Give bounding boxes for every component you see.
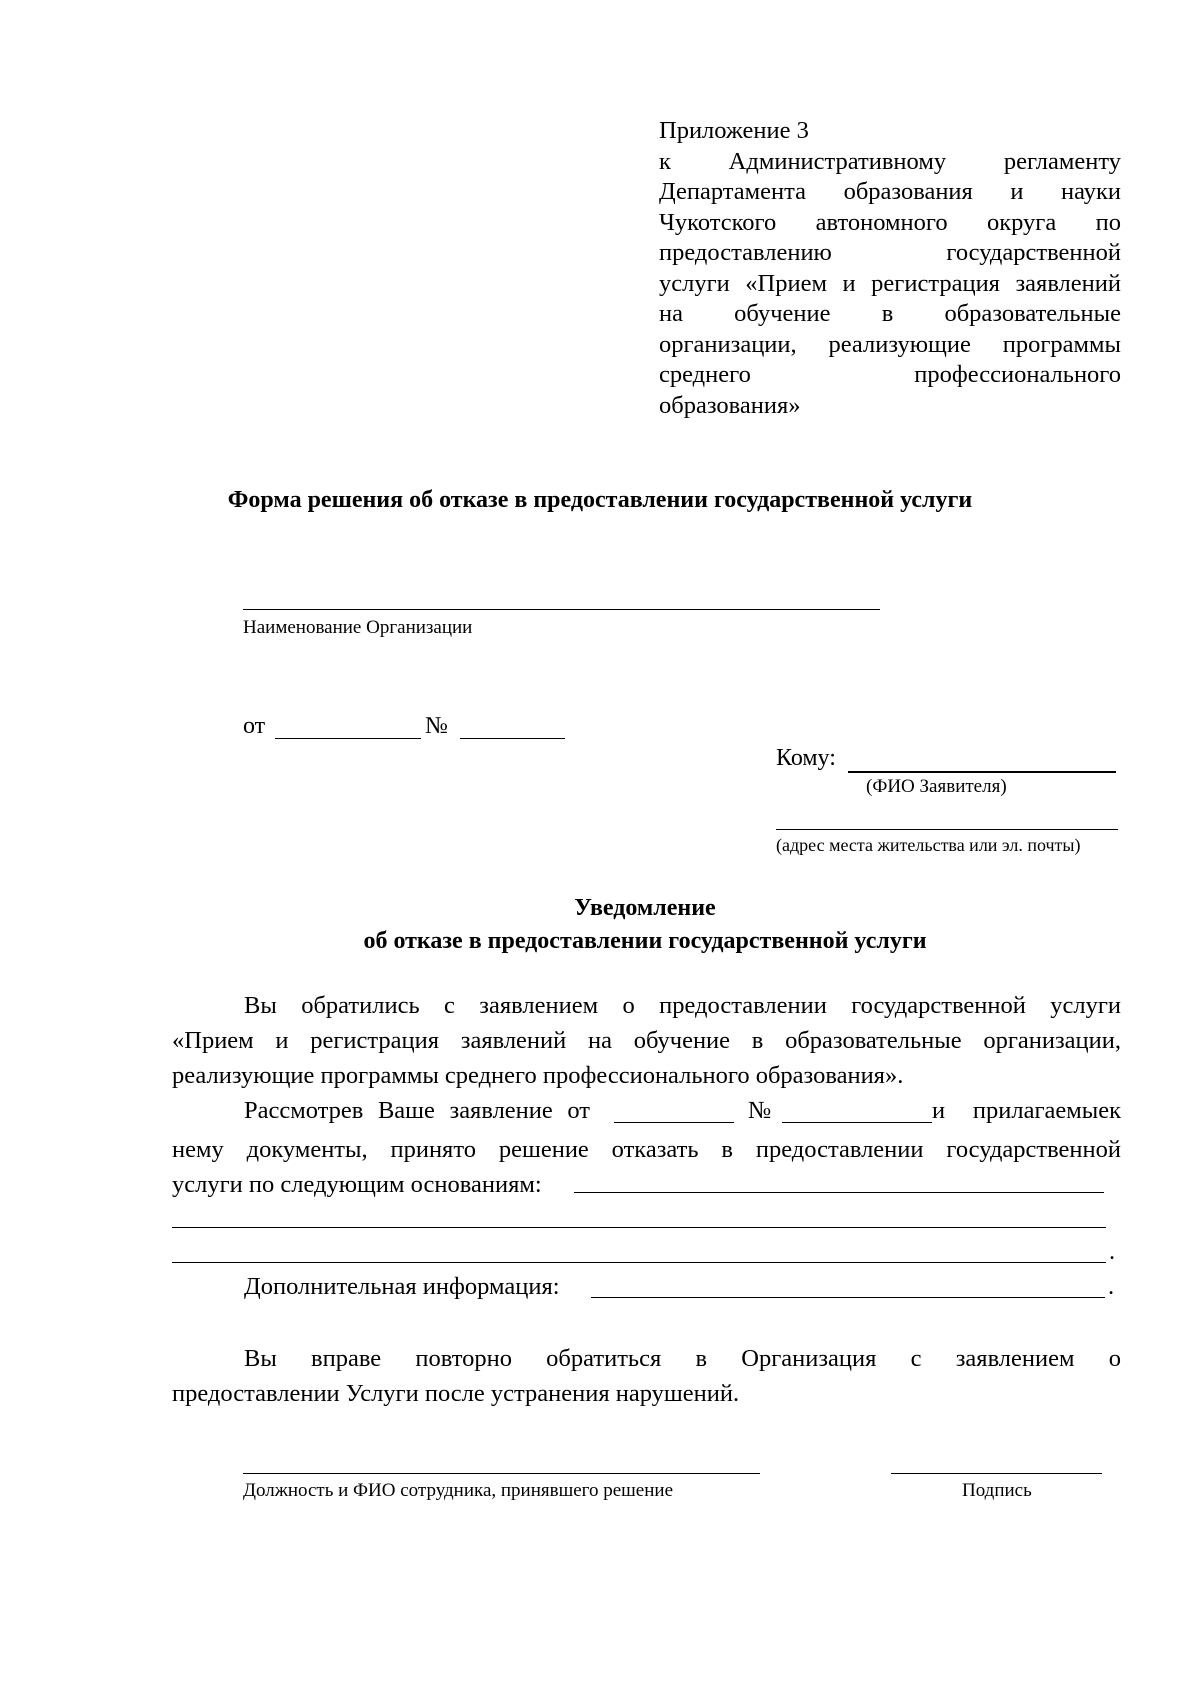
- additional-info-period: .: [1108, 1273, 1115, 1300]
- paragraph-line: реализующие программы среднего профессионального образования».: [172, 1062, 904, 1089]
- appendix-line: предоставлению государственной: [659, 239, 1121, 266]
- application-number-line: [782, 1122, 932, 1123]
- number-label: №: [425, 713, 448, 739]
- application-date-line: [614, 1122, 734, 1123]
- appendix-line: организации, реализующие программы: [659, 330, 1121, 358]
- paragraph-line: «Прием и регистрация заявлений на обучение в образовательные организации,: [172, 1027, 1121, 1054]
- signature-caption: Подпись: [962, 1480, 1032, 1501]
- recipient-address-line: [776, 829, 1118, 830]
- employee-position-line: [243, 1473, 760, 1474]
- recipient-name-caption: (ФИО Заявителя): [866, 776, 1007, 797]
- attached-label: и прилагаемыек: [932, 1097, 1121, 1124]
- appendix-line: к Административному регламенту: [659, 147, 1121, 175]
- appendix-line: Приложение 3: [659, 117, 809, 144]
- paragraph-line: нему документы, принято решение отказать в предоставлении государственной: [172, 1136, 1121, 1163]
- additional-info-label: Дополнительная информация:: [244, 1273, 560, 1300]
- recipient-address-caption: (адрес места жительства или эл. почты): [776, 835, 1081, 855]
- additional-info-line: [591, 1297, 1105, 1298]
- appendix-line: на обучение в образовательные: [659, 300, 1121, 327]
- appendix-line: Департамента образования и науки: [659, 178, 1121, 205]
- considered-label: Рассмотрев Ваше заявление от: [244, 1097, 590, 1124]
- paragraph-line: предоставлении Услуги после устранения нарушений.: [172, 1380, 740, 1407]
- paragraph-line: Вы обратились с заявлением о предоставлении государственной услуги: [244, 992, 1121, 1019]
- number-line: [460, 738, 565, 739]
- employee-position-caption: Должность и ФИО сотрудника, принявшего решение: [243, 1480, 673, 1501]
- date-line: [275, 738, 421, 739]
- notice-subheading: об отказе в предоставлении государственной услуги: [363, 928, 927, 954]
- form-title: Форма решения об отказе в предоставлении государственной услуги: [227, 487, 973, 513]
- organization-name-line: [243, 609, 880, 610]
- paragraph-request: [172, 988, 1121, 1093]
- appendix-line: услуги «Прием и регистрация заявлений: [659, 269, 1121, 297]
- appendix-line: образования»: [659, 391, 801, 419]
- grounds-line-2: [172, 1227, 1106, 1228]
- to-label: Кому:: [776, 745, 836, 771]
- application-number-label: №: [748, 1097, 772, 1124]
- from-label: от: [243, 713, 266, 739]
- paragraph-reapply: [172, 1341, 1121, 1411]
- appendix-line: среднего профессионального: [659, 361, 1121, 388]
- signature-line: [891, 1473, 1102, 1474]
- grounds-line-3: [172, 1262, 1106, 1263]
- organization-caption: Наименование Организации: [243, 617, 473, 638]
- grounds-line-1: [574, 1192, 1104, 1193]
- paragraph-line: Вы вправе повторно обратиться в Организация с заявлением о: [244, 1345, 1121, 1372]
- grounds-period: .: [1109, 1238, 1116, 1265]
- paragraph-line: услуги по следующим основаниям:: [172, 1171, 542, 1198]
- appendix-block: [659, 116, 1121, 421]
- appendix-line: Чукотского автономного округа по: [659, 208, 1121, 236]
- recipient-name-line: [848, 771, 1116, 773]
- notice-heading: Уведомление: [574, 895, 716, 921]
